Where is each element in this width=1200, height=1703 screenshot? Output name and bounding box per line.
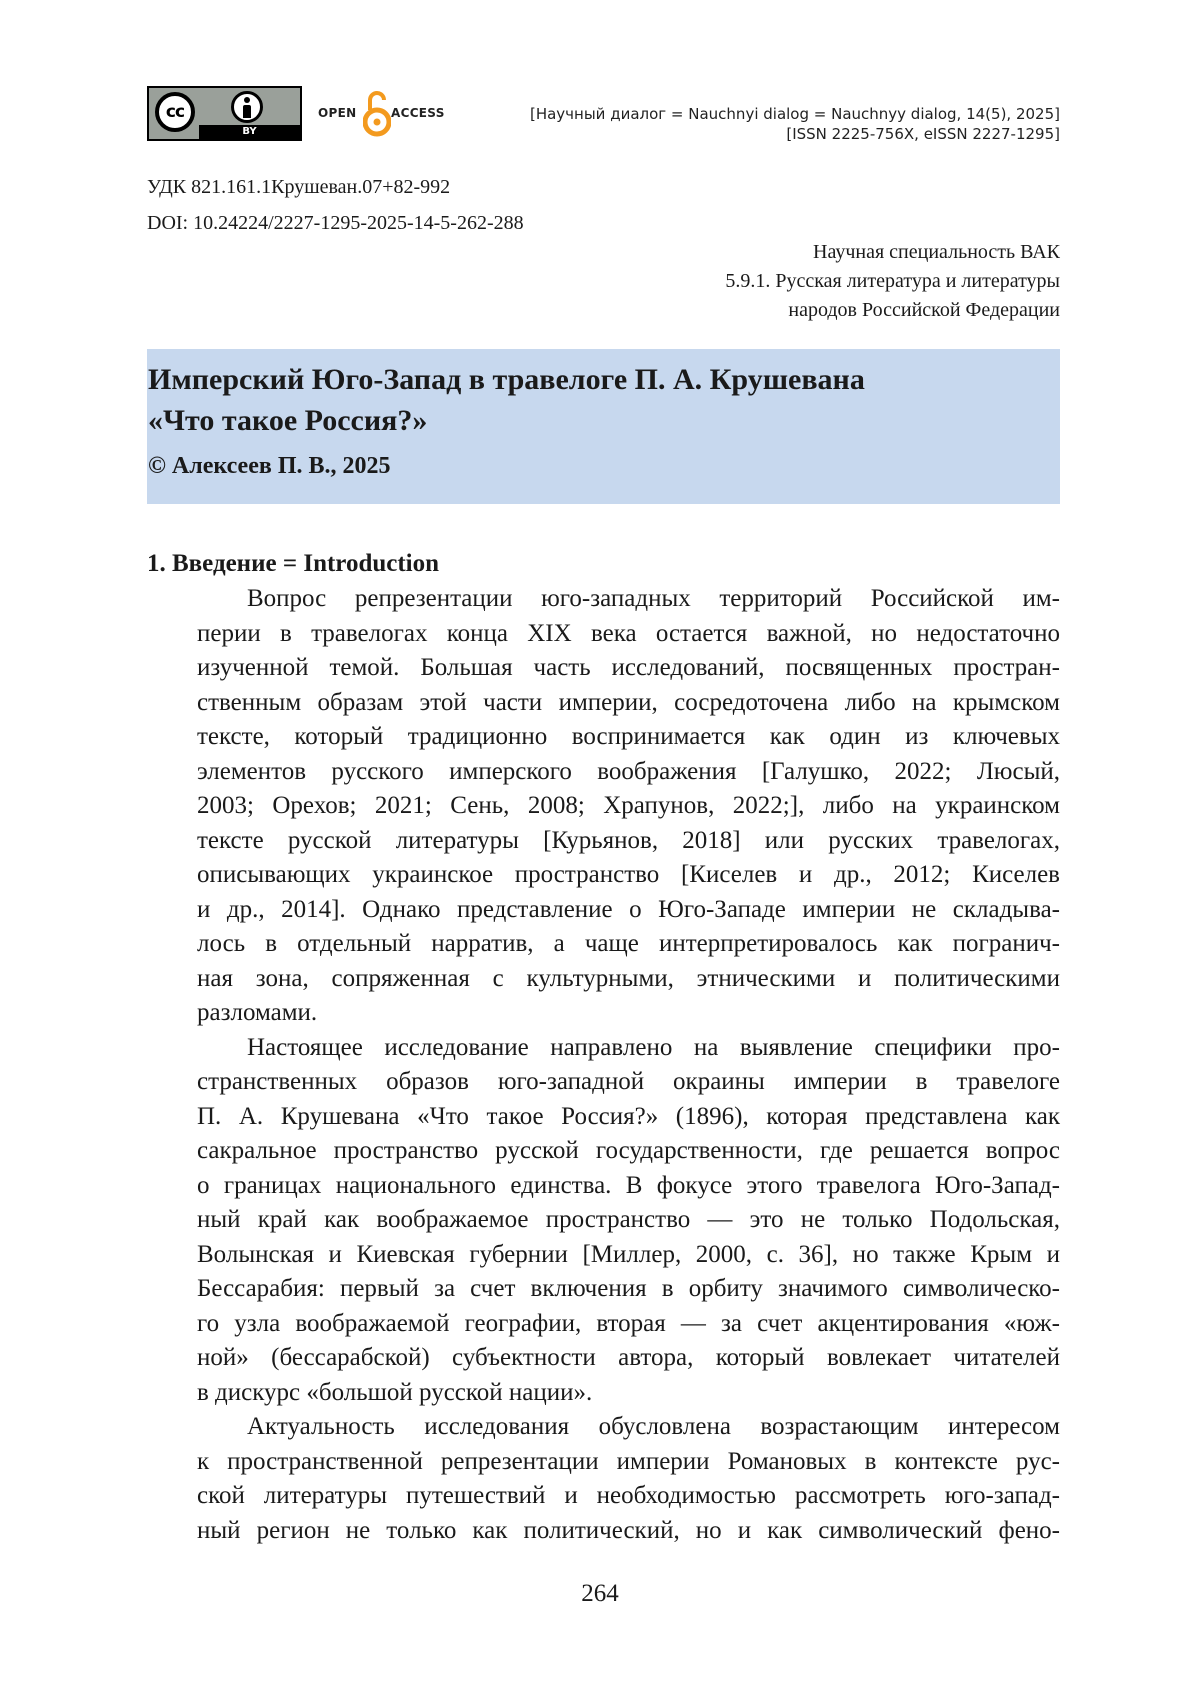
open-lock-icon <box>363 88 391 138</box>
journal-issn-line: [ISSN 2225-756X, eISSN 2227-1295] <box>786 125 1060 143</box>
creative-commons-icon: cc <box>155 92 195 132</box>
specialty-line: Научная специальность ВАК <box>813 241 1060 263</box>
specialty-line: народов Российской Федерации <box>788 299 1060 321</box>
text-line: описывающих украинское пространство [Киселев и др., 2012; Киселев <box>197 861 1060 888</box>
text-line: и др., 2014]. Однако представление о Юго-Западе империи не складыва- <box>197 895 1060 923</box>
text-line: изученной темой. Большая часть исследований, посвященных простран- <box>197 654 1060 681</box>
text-line: Вопрос репрезентации юго-западных территорий Российской им- <box>247 585 1060 612</box>
journal-citation <box>530 104 1060 144</box>
paragraph <box>147 1031 1060 1411</box>
text-line: Бессарабия: первый за счет включения в орбиту значимого символическо- <box>197 1275 1060 1302</box>
text-line: о границах национального единства. В фокусе этого травелога Юго-Запад- <box>197 1171 1060 1199</box>
text-line: разломами. <box>197 999 318 1026</box>
text-line: 2003; Орехов; 2021; Сень, 2008; Храпунов, 2022;], либо на украинском <box>197 792 1060 819</box>
article-title-line: «Что такое Россия?» <box>148 404 428 437</box>
paragraph <box>147 1410 1060 1548</box>
udc-code: УДК 821.161.1Крушеван.07+82-992 <box>147 176 451 198</box>
text-line: перии в травелогах конца XIX века остается важной, но недостаточно <box>197 619 1060 647</box>
open-access-access-label: ACCESS <box>391 106 445 120</box>
doi: DOI: 10.24224/2227-1295-2025-14-5-262-288 <box>147 212 524 234</box>
specialty-line: 5.9.1. Русская литература и литературы <box>725 270 1060 292</box>
text-line: ской литературы путешествий и необходимостью рассмотреть юго-запад- <box>197 1482 1060 1509</box>
text-line: Актуальность исследования обусловлена возрастающим интересом <box>247 1413 1060 1440</box>
vak-specialty <box>725 238 1060 325</box>
article-title <box>148 359 865 441</box>
text-line: тексте русской литературы [Курьянов, 2018] или русских травелогах, <box>197 826 1060 854</box>
by-label: BY <box>199 125 300 139</box>
text-line: ная зона, сопряженная с культурными, этническими и политическими <box>197 964 1060 992</box>
section-heading: 1. Введение = Introduction <box>147 550 440 577</box>
attribution-person-icon <box>231 91 263 123</box>
title-block <box>147 349 1060 504</box>
text-line: го узла воображаемой географии, вторая — за счет акцентирования «юж- <box>197 1309 1060 1337</box>
article-author: © Алексеев П. В., 2025 <box>148 453 391 479</box>
page-number: 264 <box>581 1580 619 1607</box>
text-line: ный регион не только как политический, но и как символический фено- <box>197 1516 1060 1544</box>
text-line: П. А. Крушевана «Что такое Россия?» (1896), которая представлена как <box>197 1102 1060 1130</box>
text-line: к пространственной репрезентации империи Романовых в контексте рус- <box>197 1447 1060 1475</box>
text-line: лось в отдельный нарратив, а чаще интерпретировалось как погранич- <box>197 930 1060 957</box>
article-body <box>147 582 1060 1548</box>
text-line: сакральное пространство русской государственности, где решается вопрос <box>197 1137 1060 1164</box>
text-line: ной» (бессарабской) субъектности автора, который вовлекает читателей <box>197 1344 1060 1371</box>
text-line: в дискурс «большой русской нации». <box>197 1378 593 1406</box>
text-line: элементов русского имперского воображения [Галушко, 2022; Люсый, <box>197 757 1060 785</box>
article-title-line: Имперский Юго-Запад в травелоге П. А. Крушевана <box>148 363 865 396</box>
paragraph <box>147 582 1060 1031</box>
text-line: ный край как воображаемое пространство — это не только Подольская, <box>197 1206 1060 1233</box>
text-line: Волынская и Киевская губернии [Миллер, 2000, с. 36], но также Крым и <box>197 1240 1060 1268</box>
open-access-open-label: OPEN <box>318 106 357 120</box>
journal-citation-line: [Научный диалог = Nauchnyi dialog = Nauchnyy dialog, 14(5), 2025] <box>529 105 1060 123</box>
cc-by-license-badge <box>147 86 302 141</box>
text-line: ственным образам этой части империи, сосредоточена либо на крымском <box>197 688 1060 716</box>
text-line: странственных образов юго-западной окраины империи в травелоге <box>197 1068 1060 1095</box>
text-line: тексте, который традиционно воспринимается как один из ключевых <box>197 723 1060 750</box>
open-access-logo <box>318 88 458 138</box>
text-line: Настоящее исследование направлено на выявление специфики про- <box>247 1033 1060 1061</box>
